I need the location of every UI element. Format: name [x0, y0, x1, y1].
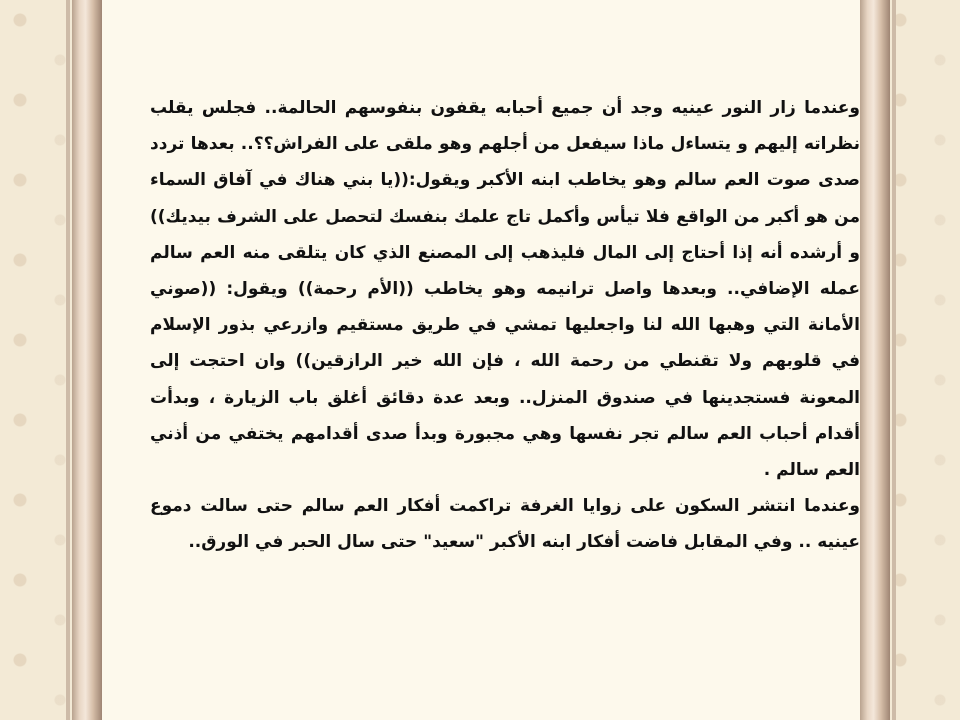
left-border-edge	[66, 0, 70, 720]
left-decorative-pillar	[72, 0, 102, 720]
paragraph-1: وعندما زار النور عينيه وجد أن جميع أحبابه يقفون بنفوسهم الحالمة.. فجلس يقلب نظراته إليهم و يتساءل ماذا سيفعل من أجلهم وهو ملقى على الفراش؟؟.. بعدها تردد صدى صوت العم سالم وهو يخاطب ابنه الأكبر ويقول:((يا بني هناك في آفاق السماء من هو أكبر من الواقع فلا تيأس وأكمل تاج علمك بنفسك لتحصل على الشرف بيديك)) و أرشده أنه إذا أحتاج إلى المال فليذهب إلى المصنع الذي كان يتلقى منه العم سالم عمله الإضافي.. وبعدها واصل ترانيمه وهو يخاطب ((الأم رحمة)) ويقول: ((صوني الأمانة التي وهبها الله لنا واجعليها تمشي في طريق مستقيم وازرعي بذور الإسلام في قلوبهم ولا تقنطي من رحمة الله ، فإن الله خير الرازقين)) وان احتجت إلى المعونة فستجدينها في صندوق المنزل.. وبعد عدة دقائق أغلق باب الزيارة ، وبدأت أقدام أحباب العم سالم تجر نفسها وهي مجبورة وبدأ صدى أقدامهم يختفي من أذني العم سالم .	[150, 98, 860, 481]
story-text	[150, 90, 860, 561]
paragraph-2: وعندما انتشر السكون على زوايا الغرفة تراكمت أفكار العم سالم حتى سالت دموع عينيه .. وفي المقابل فاضت أفكار ابنه الأكبر "سعيد" حتى سال الحبر في الورق..	[150, 496, 860, 553]
right-border-edge	[892, 0, 896, 720]
right-decorative-pillar	[860, 0, 890, 720]
